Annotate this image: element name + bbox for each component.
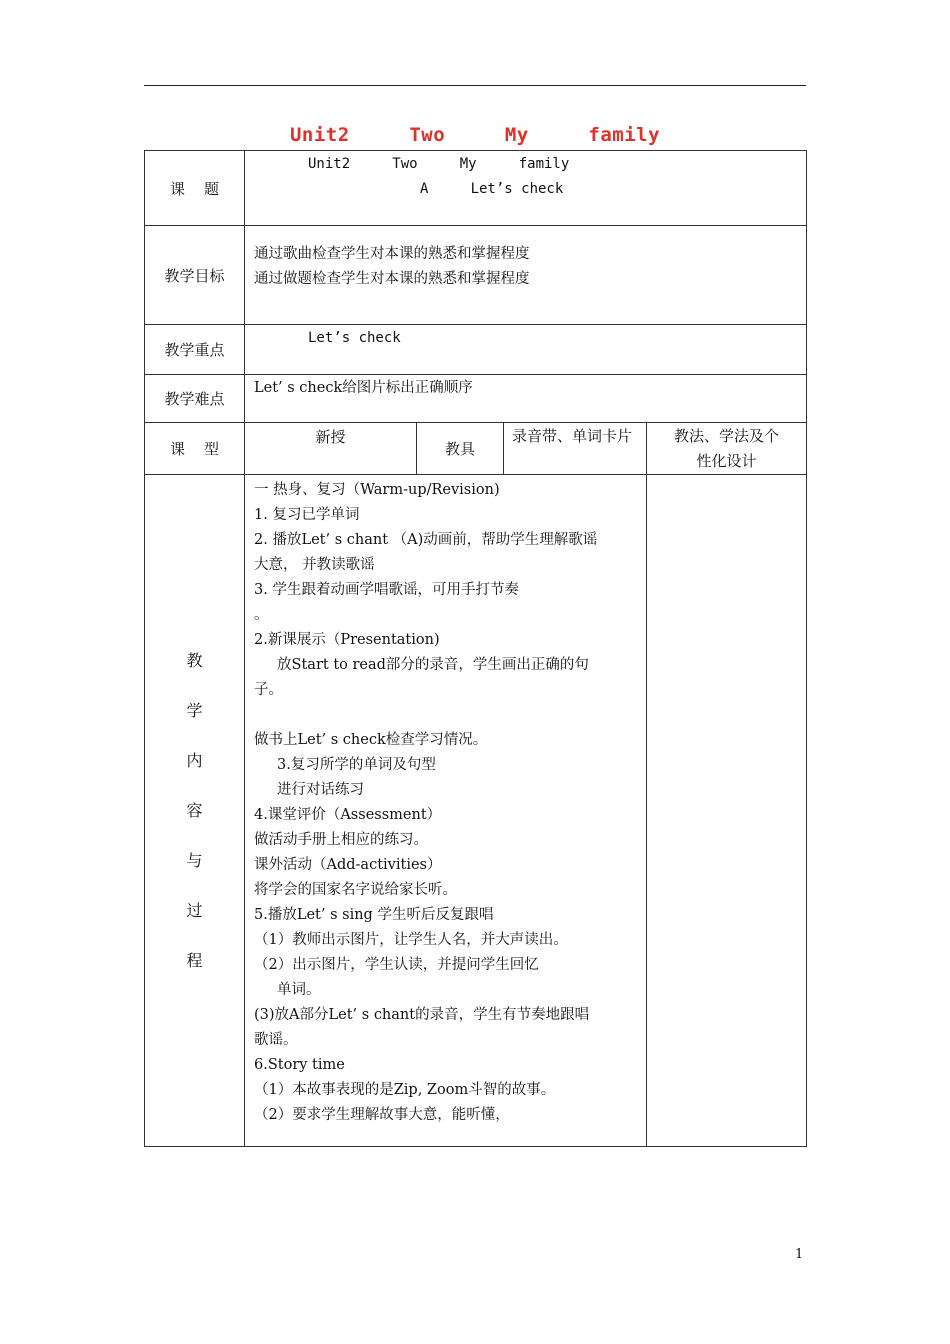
process-line: 将学会的国家名字说给家长听。 [254, 882, 457, 898]
process-line: 5.播放Let’ s sing 学生听后反复跟唱 [254, 907, 494, 923]
difficulties-value [245, 375, 807, 423]
process-label-char: 内 [186, 750, 203, 770]
topic-label: 课 题 [145, 151, 245, 226]
difficulties-text: Let’ s check给图片标出正确顺序 [254, 380, 473, 396]
lesson-type-label: 课 型 [145, 423, 245, 475]
process-line: 单词。 [254, 982, 321, 998]
process-label-char: 教 [186, 650, 203, 670]
process-label-char: 学 [186, 700, 203, 720]
objective-line-1: 通过歌曲检查学生对本课的熟悉和掌握程度 [254, 246, 530, 262]
key-points-value [245, 325, 807, 375]
process-content [245, 475, 647, 1147]
process-line: 1. 复习已学单词 [254, 507, 360, 523]
process-line: 歌谣。 [254, 1032, 298, 1048]
process-line: 4.课堂评价（Assessment） [254, 807, 442, 823]
process-line: （2）出示图片，学生认读，并提问学生回忆 [254, 957, 539, 973]
row-key-points [145, 325, 807, 375]
difficulties-label: 教学难点 [145, 375, 245, 423]
process-line: 做书上Let’ s check检查学习情况。 [254, 732, 488, 748]
process-label-char: 过 [186, 900, 203, 920]
process-line: 做活动手册上相应的练习。 [254, 832, 428, 848]
row-objectives [145, 226, 807, 325]
lesson-type-value [245, 423, 417, 475]
lesson-plan-table [144, 150, 807, 1147]
process-line: （2）要求学生理解故事大意，能听懂， [254, 1107, 510, 1123]
process-line: 3.复习所学的单词及句型 [254, 757, 436, 773]
process-label-char: 与 [186, 850, 203, 870]
tools-value [504, 423, 647, 475]
topic-line-2: A Let’s check [420, 181, 564, 197]
process-label-char: 程 [186, 950, 203, 970]
key-points-label: 教学重点 [145, 325, 245, 375]
row-topic [145, 151, 807, 226]
process-line: 大意， 并教读歌谣 [254, 557, 375, 573]
process-line: 3. 学生跟着动画学唱歌谣，可用手打节奏 [254, 582, 519, 598]
row-process [145, 475, 807, 1147]
objective-line-2: 通过做题检查学生对本课的熟悉和掌握程度 [254, 271, 530, 287]
key-points-text: Let’s check [308, 330, 401, 346]
process-label-char: 容 [186, 800, 203, 820]
page-number: 1 [795, 1247, 804, 1262]
method-label: 教法、学法及个性化设计 [674, 427, 780, 470]
process-line: 2.新课展示（Presentation) [254, 632, 440, 648]
header-rule [144, 85, 806, 86]
process-label [145, 475, 245, 1147]
process-line: 。 [254, 607, 269, 623]
process-line: 一 热身、复习（Warm-up/Revision) [254, 482, 500, 498]
process-line: 进行对话练习 [254, 782, 365, 798]
method-design-cell [647, 475, 807, 1147]
process-line: (3)放A部分Let’ s chant的录音，学生有节奏地跟唱 [254, 1007, 590, 1023]
process-line: 6.Story time [254, 1057, 345, 1073]
process-line: 子。 [254, 682, 283, 698]
topic-value [245, 151, 807, 226]
tools-text: 录音带、单词卡片 [512, 427, 633, 445]
topic-line-1: Unit2 Two My family [308, 156, 570, 172]
row-lesson-type [145, 423, 807, 475]
process-line: 课外活动（Add-activities） [254, 857, 442, 873]
process-line: （1）本故事表现的是Zip, Zoom斗智的故事。 [254, 1082, 556, 1098]
method-label-cell [647, 423, 807, 475]
document-title: Unit2 Two My family [289, 124, 661, 146]
process-line: 2. 播放Let’ s chant （A)动画前，帮助学生理解歌谣 [254, 532, 598, 548]
objectives-value [245, 226, 807, 325]
process-line [254, 703, 638, 728]
process-line: 放Start to read部分的录音，学生画出正确的句 [254, 657, 589, 673]
objectives-label: 教学目标 [145, 226, 245, 325]
tools-label: 教具 [417, 423, 504, 475]
lesson-type-text: 新授 [315, 428, 346, 446]
process-line: （1）教师出示图片，让学生人名，并大声读出。 [254, 932, 568, 948]
row-difficulties [145, 375, 807, 423]
